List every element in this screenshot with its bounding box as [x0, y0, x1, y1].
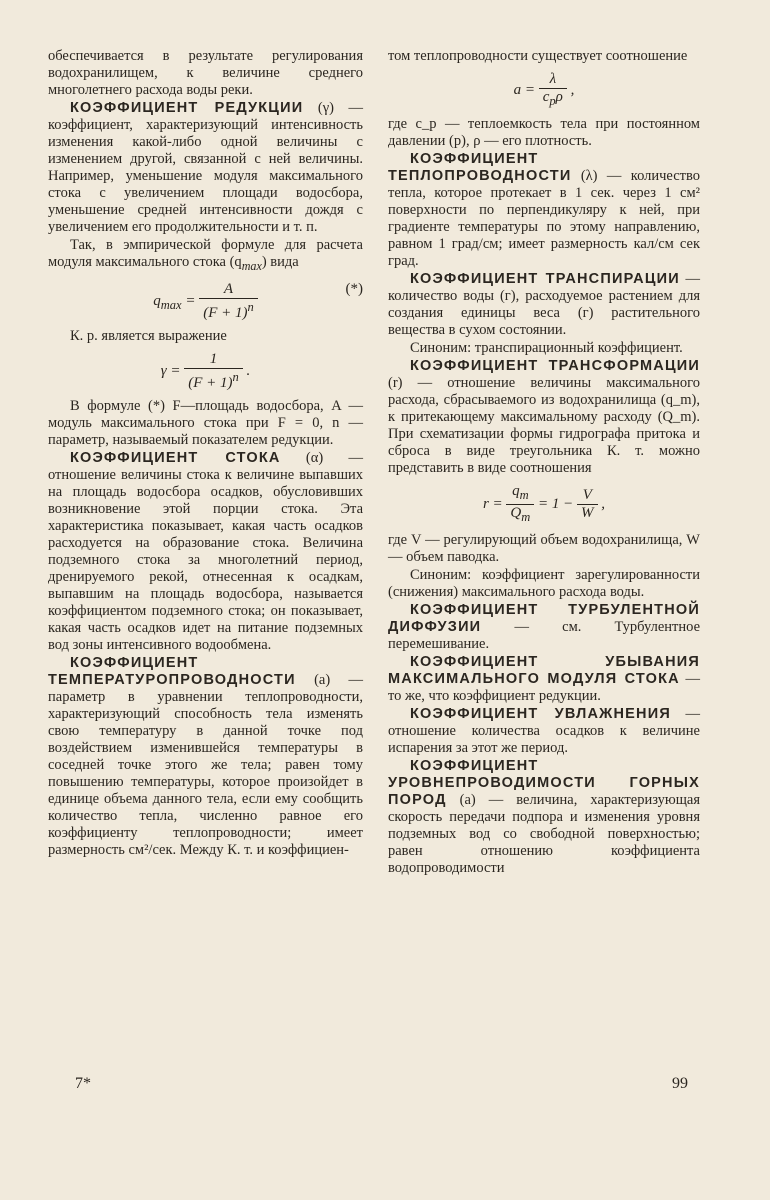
- entry-body: (γ) — коэффициент, характеризующий интенсивность изменения какой-либо одной величины с изменением другой, связанной с ней величины. Например, уменьшение модуля максимального стока с увеличением площади водосбора, уменьшение средней интенсивности дождя с увеличением его продолжительности и т. п.: [48, 100, 364, 235]
- numerator: [506, 483, 534, 505]
- entry-runoff: [48, 450, 363, 654]
- entry-max-modulus-decrease: [388, 654, 700, 705]
- entry-heading: КОЭФФИЦИЕНТ СТОКА: [70, 449, 281, 466]
- numerator: λ: [539, 71, 567, 89]
- fraction: [577, 487, 598, 522]
- numerator: 1: [184, 351, 243, 369]
- formula-subscript: max: [160, 297, 182, 312]
- denominator-text: Q: [510, 505, 522, 521]
- entry-body: — отношение количества осадков к величине испарения за этот же период.: [388, 706, 700, 756]
- paragraph: К. р. является выражение: [70, 327, 227, 344]
- numerator: A: [199, 281, 258, 299]
- formula-tag: (*): [345, 280, 363, 297]
- entry-transpiration: [388, 271, 700, 339]
- denominator: [199, 299, 258, 322]
- entry-humidification: [388, 706, 700, 757]
- numerator: V: [577, 487, 598, 505]
- formula-max-flow: $q_{max}$ = $\frac{A}{(F + 1)^n}$ (*): [153, 280, 363, 321]
- fraction: [539, 71, 567, 110]
- entry-thermal-conductivity: [388, 151, 700, 270]
- entry-body: (a) — параметр в уравнении теплопроводности, характеризующий способность тела изменять свою температуру в данной точке под воздействием изменившейся температуры в соседней точке этого же тела; равен тому повышению температуры, которое произойдет в единице объема данного тела, если ему сообщить количество тепла, численно равное его коэффициенту теплопроводности; имеет размерность см²/сек. Между К. т. и коэффициен-: [48, 671, 364, 858]
- formula-symbol: r: [482, 495, 489, 512]
- subscript: p: [549, 94, 556, 108]
- entry-heading: КОЭФФИЦИЕНТ ТРАНСПИРАЦИИ: [410, 271, 680, 287]
- left-column: [48, 48, 363, 860]
- fraction: [506, 483, 534, 526]
- right-column: [388, 48, 700, 878]
- entry-thermal-diffusivity: [48, 655, 363, 859]
- text: ) вида: [261, 254, 299, 270]
- formula-diffusivity: a = $\frac{\lambda}{c_p\rho}$ ,: [513, 71, 575, 108]
- subscript: max: [241, 258, 262, 273]
- entry-body: (r) — отношение величины максимального расхода, сбрасываемого из водохранилища (q_m), к притекающему максимальному расходу (Q_m). При схематизации формы гидрографа притока и сброса в виде треугольника К. т. можно представить в виде соотношения: [388, 375, 700, 476]
- entry-heading: КОЭФФИЦИЕНТ РЕДУКЦИИ: [70, 100, 304, 116]
- denominator-text: c: [542, 89, 550, 105]
- formula-symbol: q: [153, 292, 161, 309]
- entry-level-conductivity: [388, 758, 700, 877]
- paragraph: обеспечивается в результате регулирования водохранилищем, к величине среднего многолетнего расхода воды реки.: [48, 48, 363, 98]
- entry-body: (a) — величина, характеризующая скорость передачи подпора и изменения уровня подземных вод со свободной поверхностью; равен отношению коэффициента водопроводимости: [388, 792, 700, 876]
- paragraph: В формуле (*) F—площадь водосбора, A — модуль максимального стока при F = 0, n — параметр, называемый показателем редукции.: [48, 397, 363, 448]
- entry-heading: КОЭФФИЦИЕНТ ТЕМПЕРАТУРОПРОВОДНОСТИ: [48, 654, 296, 688]
- denominator-text: ρ: [555, 89, 563, 105]
- numerator-text: q: [512, 483, 520, 499]
- denominator: W: [581, 505, 594, 521]
- entry-transformation: [388, 358, 700, 477]
- exponent: n: [232, 369, 239, 384]
- text: Так, в эмпирической формуле для расчета модуля максимального стока (q: [48, 237, 363, 270]
- denominator: [506, 505, 534, 526]
- entry-body: — количество воды (г), расходуемое растением для создания единицы веса (г) растительного вещества в сухом состоянии.: [388, 271, 700, 338]
- formula-transformation: r = $\frac{q_m}{Q_m}$ = 1 − $\frac{V}{W}$ ,: [482, 483, 606, 524]
- page-number: 99: [672, 1075, 688, 1092]
- entry-body: (λ) — количество тепла, которое протекает в 1 сек. через 1 см² поверхности по перпендикуляру к ней, при градиенте температуры по этому направлению, равном 1 град/см; имеет размерность кал/см сек град.: [388, 168, 700, 269]
- paragraph: где V — регулирующий объем водохранилища, W — объем паводка.: [388, 532, 700, 565]
- synonym: Синоним: коэффициент зарегулированности (снижения) максимального расхода воды.: [388, 567, 700, 600]
- entry-heading: КОЭФФИЦИЕНТ ТУРБУЛЕНТНОЙ ДИФФУЗИИ: [388, 602, 700, 635]
- formula-operator: = 1 −: [538, 495, 574, 512]
- denominator-text: (F + 1): [203, 304, 248, 321]
- formula-symbol: a: [513, 81, 522, 98]
- synonym: Синоним: транспирационный коэффициент.: [410, 340, 683, 356]
- entry-heading: КОЭФФИЦИЕНТ УБЫВАНИЯ МАКСИМАЛЬНОГО МОДУЛЯ СТОКА: [388, 654, 700, 687]
- entry-heading: КОЭФФИЦИЕНТ ТРАНСФОРМАЦИИ: [410, 358, 700, 374]
- denominator: [539, 89, 567, 110]
- entry-heading: КОЭФФИЦИЕНТ ТЕПЛОПРОВОДНОСТИ: [388, 151, 572, 184]
- entry-reduction: [48, 100, 363, 236]
- subscript: m: [519, 488, 529, 502]
- denominator: [184, 369, 243, 392]
- entry-body: — см. Турбулентное перемешивание.: [388, 619, 701, 652]
- fraction: [199, 281, 258, 322]
- signature-mark: 7*: [75, 1075, 91, 1092]
- fraction: [184, 351, 243, 392]
- subscript: m: [521, 510, 531, 524]
- entry-body: — то же, что коэффициент редукции.: [388, 671, 700, 704]
- entry-heading: КОЭФФИЦИЕНТ УРОВНЕПРОВОДИМОСТИ ГОРНЫХ ПОРОД: [388, 758, 700, 808]
- exponent: n: [247, 299, 254, 314]
- denominator-text: (F + 1): [188, 374, 233, 391]
- entry-turbulent-diffusion: [388, 602, 700, 653]
- formula-gamma: γ = $\frac{1}{(F + 1)^n}$ .: [160, 350, 251, 391]
- entry-body: (α) — отношение величины стока к величине выпавших на площадь водосбора осадков, обусловивших возникновение этой порции стока. Эта характеристика показывает, какая часть осадков расходуется на образование стока. Величина подземного стока за многолетний период, дренируемого рекой, отнесенная к осадкам, выпавшим на площадь водосбора, называется коэффициентом подземного стока; он показывает, какая часть осадков идет на питание подземных вод зоны интенсивного водообмена.: [48, 449, 363, 653]
- paragraph: [48, 237, 363, 275]
- paragraph: где c_p — теплоемкость тела при постоянном давлении (p), ρ — его плотность.: [388, 116, 700, 149]
- entry-heading: КОЭФФИЦИЕНТ УВЛАЖНЕНИЯ: [410, 706, 671, 722]
- paragraph: том теплопроводности существует соотношение: [388, 48, 688, 64]
- formula-symbol: γ: [160, 362, 167, 379]
